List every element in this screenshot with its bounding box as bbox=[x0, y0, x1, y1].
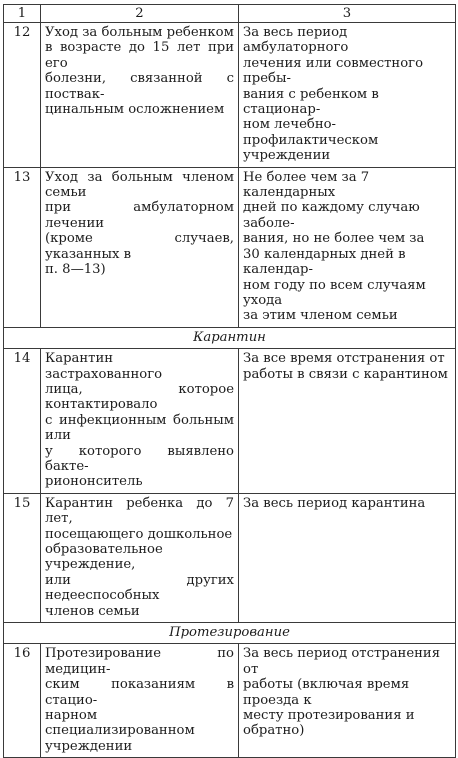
header-cell-number: 1 bbox=[4, 5, 41, 23]
condition-text: Карантин ребенка до 7 лет, посещающего дошкольное образовательное учреждение, или других недееспособных членов семьи bbox=[45, 495, 234, 619]
condition-cell bbox=[41, 349, 239, 494]
period-text: За все время отстранения от работы в связи с карантином bbox=[243, 351, 448, 382]
section-title: Карантин bbox=[4, 327, 456, 348]
section-row bbox=[4, 623, 456, 644]
table-row bbox=[4, 644, 456, 758]
condition-cell bbox=[41, 644, 239, 758]
table-row bbox=[4, 349, 456, 494]
condition-cell bbox=[41, 493, 239, 622]
section-row bbox=[4, 327, 456, 348]
period-cell bbox=[239, 349, 456, 494]
condition-text: Протезирование по медицин- ским показаниям в стацио- нарном специализированном учреждении bbox=[45, 646, 234, 754]
period-text: За весь период амбулаторного лечения или совместного пребы- вания с ребенком в стационар- ном лечебно-профилактическом учреждении bbox=[243, 25, 424, 164]
table-row bbox=[4, 493, 456, 622]
benefits-table bbox=[3, 4, 456, 758]
row-number: 15 bbox=[4, 493, 41, 622]
row-number: 12 bbox=[4, 23, 41, 168]
period-text: За весь период отстранения от работы (включая время проезда к месту протезирования и обратно) bbox=[243, 646, 441, 739]
condition-cell bbox=[41, 23, 239, 168]
header-cell-period: 3 bbox=[239, 5, 456, 23]
period-text: За весь период карантина bbox=[243, 495, 426, 511]
condition-cell bbox=[41, 167, 239, 327]
header-cell-condition: 2 bbox=[41, 5, 239, 23]
period-cell bbox=[239, 644, 456, 758]
period-cell bbox=[239, 493, 456, 622]
row-number: 14 bbox=[4, 349, 41, 494]
row-number: 13 bbox=[4, 167, 41, 327]
table-row bbox=[4, 167, 456, 327]
table-row bbox=[4, 23, 456, 168]
period-text: Не более чем за 7 календарных дней по каждому случаю заболе- вания, но не более чем за 30 календарных дней в календар- ном году по всем случаям ухода за этим членом семьи bbox=[243, 169, 426, 324]
period-cell bbox=[239, 167, 456, 327]
section-title: Протезирование bbox=[4, 623, 456, 644]
table-header-row bbox=[4, 5, 456, 23]
condition-text: Уход за больным ребенком в возрасте до 15 лет при его болезни, связанной с поствак- цинальным осложнением bbox=[45, 25, 234, 118]
condition-text: Уход за больным членом семьи при амбулаторном лечении (кроме случаев, указанных в п. 8—13) bbox=[45, 169, 234, 278]
period-cell bbox=[239, 23, 456, 168]
condition-text: Карантин застрахованного лица, которое контактировало с инфекционным больным или у которого выявлено бакте- риононситель bbox=[45, 351, 234, 490]
row-number: 16 bbox=[4, 644, 41, 758]
